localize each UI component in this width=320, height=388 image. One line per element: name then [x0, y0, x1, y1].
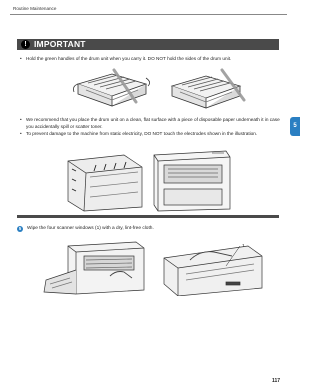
- scanner-window-illustration: [40, 240, 270, 296]
- drum-unit-handling-illustration: [72, 66, 248, 112]
- exclamation-icon: !: [21, 40, 30, 49]
- important-banner-end: [17, 215, 279, 218]
- chapter-tab-label: 5: [293, 123, 297, 129]
- chapter-tab: [290, 117, 300, 136]
- electrodes-illustration: [64, 147, 232, 213]
- drum-unit-electrodes: [68, 155, 142, 211]
- bullet-text: We recommend that you place the drum unit on a clean, flat surface with a piece of disposable paper underneath it in case you accidentally spill or scatter toner.: [26, 117, 280, 129]
- scanner-window-detail: [164, 246, 262, 296]
- page-number: 117: [272, 378, 281, 384]
- bullet-dot: •: [20, 131, 22, 136]
- bullet-dot: •: [20, 117, 22, 122]
- callout-label: 1: [242, 244, 245, 249]
- step-number-badge: [17, 226, 23, 232]
- bullet-text: To prevent damage to the machine from static electricity, DO NOT touch the electrodes shown in the illustration.: [26, 131, 258, 136]
- machine-front: [154, 151, 230, 211]
- important-bullet: [20, 131, 282, 138]
- important-bullet: [20, 56, 282, 63]
- page-header: Routine Maintenance: [13, 6, 57, 11]
- bullet-dot: •: [20, 56, 22, 61]
- header-divider: [10, 14, 287, 15]
- step-number: 5: [18, 226, 22, 231]
- important-banner: [17, 39, 279, 50]
- important-bullet: [20, 117, 282, 130]
- open-machine: [44, 242, 144, 294]
- drum-unit-left: [74, 74, 150, 106]
- step-instruction: Wipe the four scanner windows (1) with a dry, lint-free cloth.: [27, 226, 154, 231]
- important-title: IMPORTANT: [34, 39, 86, 49]
- bullet-text: Hold the green handles of the drum unit when you carry it. DO NOT hold the sides of the drum unit.: [26, 56, 232, 61]
